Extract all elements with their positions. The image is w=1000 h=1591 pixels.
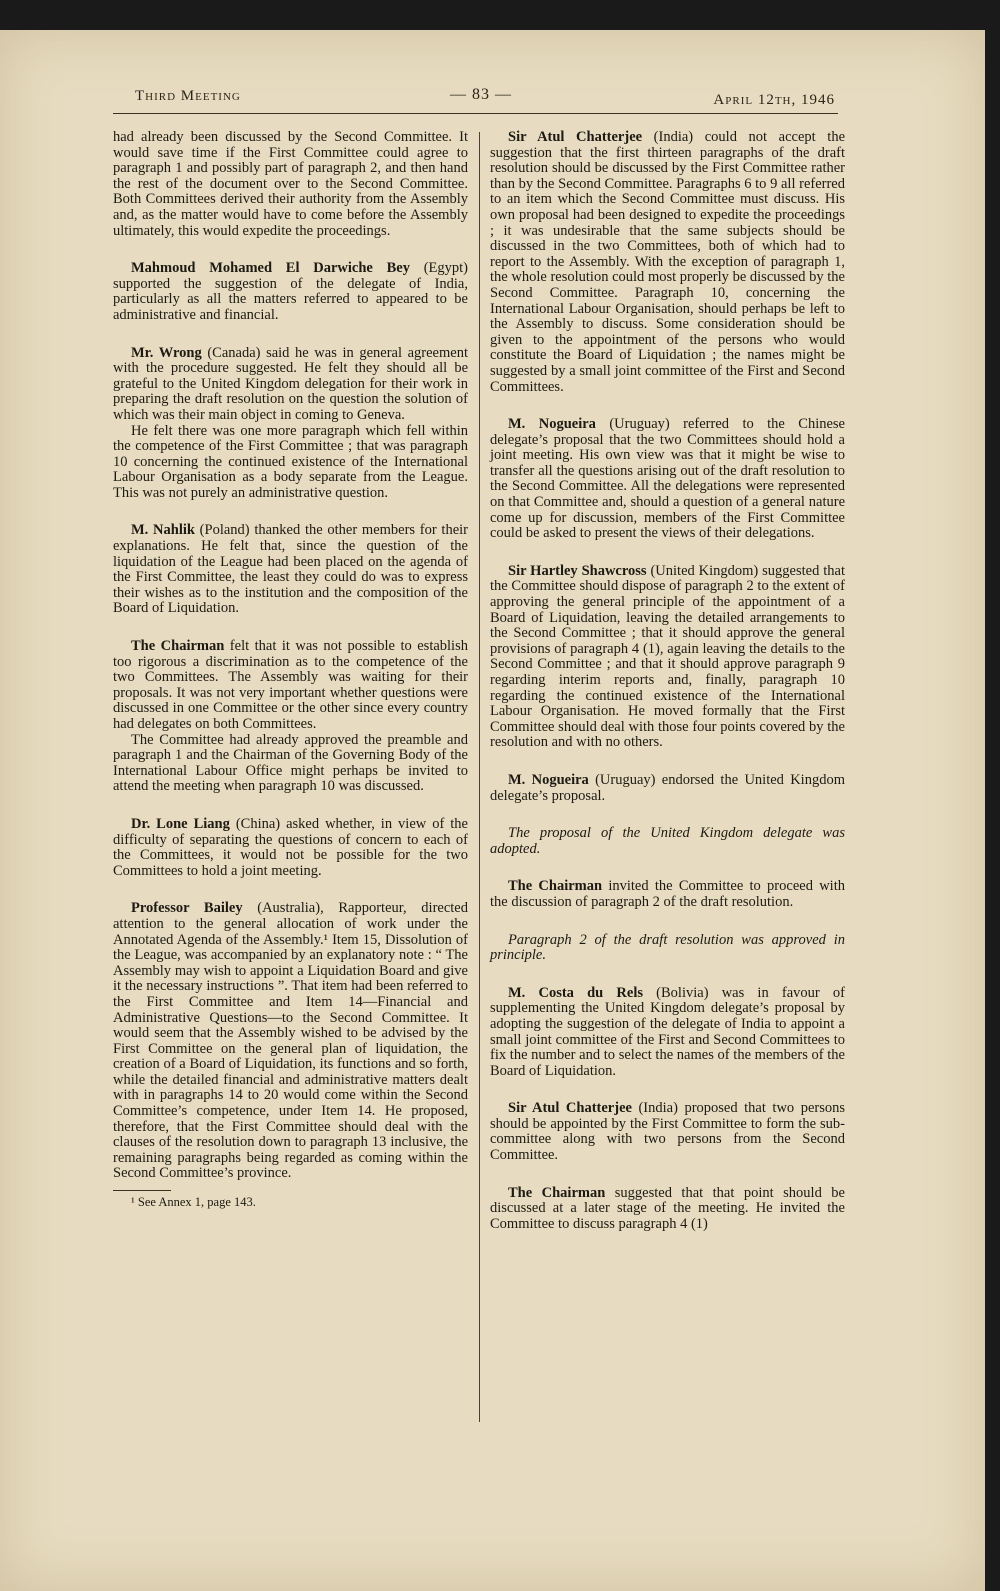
paragraph-text: (Uruguay) referred to the Chinese delegate’s proposal that the two Committees should hold a joint meeting. His own view was that it might be wise to transfer all the questions arising out of the draft resolution to the Second Committee. All the delegations were represented on that Committee and, should a question of a general nature come up for discussion, members of the First Committee could be asked to present the views of their delegations.: [490, 416, 845, 542]
paragraph: [490, 986, 845, 1080]
paragraph-text: had already been discussed by the Second Committee. It would save time if the First Committee could agree to paragraph 1 and possibly part of paragraph 2, and then hand the rest of the document over to the Second Committee. Both Committees derived their authority from the Assembly and, as the matter would have to come before the Assembly ultimately, this would expedite the proceedings.: [113, 129, 468, 239]
paragraph: [113, 639, 468, 733]
paragraph: [113, 261, 468, 323]
paragraph-text: suggested that that point should be discussed at a later stage of the meeting. He invited the Committee to discuss paragraph 4 (1): [490, 1184, 845, 1232]
speaker-name: Mahmoud Mohamed El Darwiche Bey: [131, 260, 410, 277]
paragraph: [490, 130, 845, 395]
paragraph: [490, 417, 845, 542]
column-divider: [479, 132, 480, 1422]
paragraph: [113, 130, 468, 239]
speaker-name: M. Nahlik: [131, 522, 195, 539]
paragraph-text: He felt there was one more paragraph which fell within the competence of the First Committee ; that was paragraph 10 concerning the continued existence of the International Labour Organisation as a body separate from the League. This was not purely an administrative question.: [113, 422, 468, 501]
header-page-number: — 83 —: [450, 86, 512, 103]
paragraph: [113, 523, 468, 617]
paragraph: [490, 773, 845, 804]
footnote: ¹ See Annex 1, page 143.: [131, 1195, 256, 1210]
paragraph: [113, 346, 468, 424]
paragraph-text: The Committee had already approved the preamble and paragraph 1 and the Chairman of the Governing Body of the International Labour Office might perhaps be invited to attend the meeting when paragraph 10 was discussed.: [113, 731, 468, 795]
right-column: [490, 130, 845, 1232]
paragraph: [113, 424, 468, 502]
paragraph: [113, 817, 468, 879]
header-meeting: Third Meeting: [135, 88, 241, 104]
paragraph-text: (United Kingdom) suggested that the Committee should dispose of paragraph 2 to the extent of approving the general principle of the appointment of a Board of Liquidation, leaving the detailed arrangements to the Second Committee ; that it should approve the general provisions of paragraph 4 (1), again leaving the details to the Second Committee ; and that it should approve paragraph 9 regarding interim reports and, finally, paragraph 10 regarding the continued existence of the International Labour Organisation. He moved formally that the First Committee should deal with those four points covered by the resolution and with no others.: [490, 562, 845, 751]
paragraph-text: (Egypt) supported the suggestion of the delegate of India, particularly as all the matters referred to appeared to be administrative and financial.: [113, 260, 468, 323]
paragraph: [490, 1186, 845, 1233]
speaker-name: M. Nogueira: [508, 771, 589, 788]
paragraph-text: (Canada) said he was in general agreement with the procedure suggested. He felt they should all be grateful to the United Kingdom delegation for their work in preparing the draft resolution on the question the solution of which was their main object in coming to Geneva.: [113, 344, 468, 423]
paragraph: [490, 879, 845, 910]
speaker-name: Professor Bailey: [131, 900, 243, 917]
paragraph-text: (India) could not accept the suggestion that the first thirteen paragraphs of the draft resolution should be discussed by the First Committee rather than by the Second Committee. Paragraphs 6 to 9 all referred to an item which the Second Committee must discuss. His own proposal had been designed to expedite the proceedings ; it was undesirable that the same subjects should be discussed in the two Committees, both of which had to report to the Assembly. With the exception of paragraph 1, the whole resolution could most properly be discussed by the Second Committee. Paragraph 10, concerning the International Labour Organisation, should perhaps be left to the Assembly to discuss. Some consideration should be given to the appointment of the persons who would constitute the Board of Liquidation ; the names might be suggested by a small joint committee of the First and Second Committees.: [490, 129, 845, 395]
paragraph-text: (Bolivia) was in favour of supplementing the United Kingdom delegate’s proposal by adopting the suggestion of the delegate of India to appoint a small joint committee of the First and Second Committees to fix the number and to select the names of the members of the Board of Liquidation.: [490, 984, 845, 1079]
paragraph-text: (China) asked whether, in view of the difficulty of separating the questions of concern to each of the Committees, it would not be possible for the two Committees to hold a joint meeting.: [113, 815, 468, 879]
paragraph: [113, 733, 468, 795]
header-date: April 12th, 1946: [713, 92, 835, 108]
paragraph-text: The proposal of the United Kingdom delegate was adopted.: [490, 825, 845, 857]
speaker-name: The Chairman: [508, 878, 603, 895]
speaker-name: Sir Hartley Shawcross: [508, 562, 647, 579]
paragraph-text: (India) proposed that two persons should be appointed by the First Committee to form the sub-committee along with two persons from the Second Committee.: [490, 1100, 845, 1164]
speaker-name: M. Nogueira: [508, 416, 596, 433]
paragraph: [490, 826, 845, 857]
paragraph: [490, 564, 845, 751]
paragraph: [113, 901, 468, 1182]
paragraph-text: (Uruguay) endorsed the United Kingdom delegate’s proposal.: [490, 771, 845, 804]
footnote-rule: [113, 1190, 171, 1191]
speaker-name: M. Costa du Rels: [508, 984, 643, 1001]
speaker-name: The Chairman: [508, 1184, 606, 1201]
header-rule: [113, 113, 838, 114]
paragraph-text: felt that it was not possible to establish too rigorous a discrimination as to the competence of the two Committees. The Assembly was waiting for their proposals. It was not very important whether questions were discussed in one Committee or the other since every country had delegates on both Committees.: [113, 638, 468, 732]
paragraph-text: (Australia), Rapporteur, directed attention to the general allocation of work under the Annotated Agenda of the Assembly.¹ Item 15, Dissolution of the League, was accompanied by an explanatory note : “ The Assembly may wish to appoint a Liquidation Board and give it the necessary instructions ”. That item had been referred to the First Committee and Item 14—Financial and Administrative Questions—to the Second Committee. It would seem that the Assembly wished to be advised by the First Committee on the general plan of liquidation, the creation of a Board of Liquidation, its functions and so forth, while the detailed financial and administrative matters dealt with in paragraphs 14 to 20 would come within the Second Committee’s competence, under Item 14. He proposed, therefore, that the First Committee should deal with the clauses of the resolution down to paragraph 13 inclusive, the remaining paragraphs being regarded as coming within the Second Committee’s province.: [113, 900, 468, 1182]
paragraph-text: Paragraph 2 of the draft resolution was approved in principle.: [490, 931, 845, 964]
speaker-name: Sir Atul Chatterjee: [508, 129, 643, 145]
speaker-name: Sir Atul Chatterjee: [508, 1100, 632, 1117]
paragraph: [490, 1101, 845, 1163]
paragraph: [490, 933, 845, 964]
speaker-name: Dr. Lone Liang: [131, 815, 230, 832]
speaker-name: Mr. Wrong: [131, 344, 202, 361]
speaker-name: The Chairman: [131, 638, 225, 655]
paragraph-text: invited the Committee to proceed with the discussion of paragraph 2 of the draft resolution.: [490, 878, 845, 910]
paragraph-text: (Poland) thanked the other members for their explanations. He felt that, since the question of the liquidation of the League had been placed on the agenda of the First Committee, the least they could do was to express their wishes as to the institution and the composition of the Board of Liquidation.: [113, 522, 468, 617]
left-column: [113, 130, 468, 1209]
page-header: [135, 86, 835, 112]
